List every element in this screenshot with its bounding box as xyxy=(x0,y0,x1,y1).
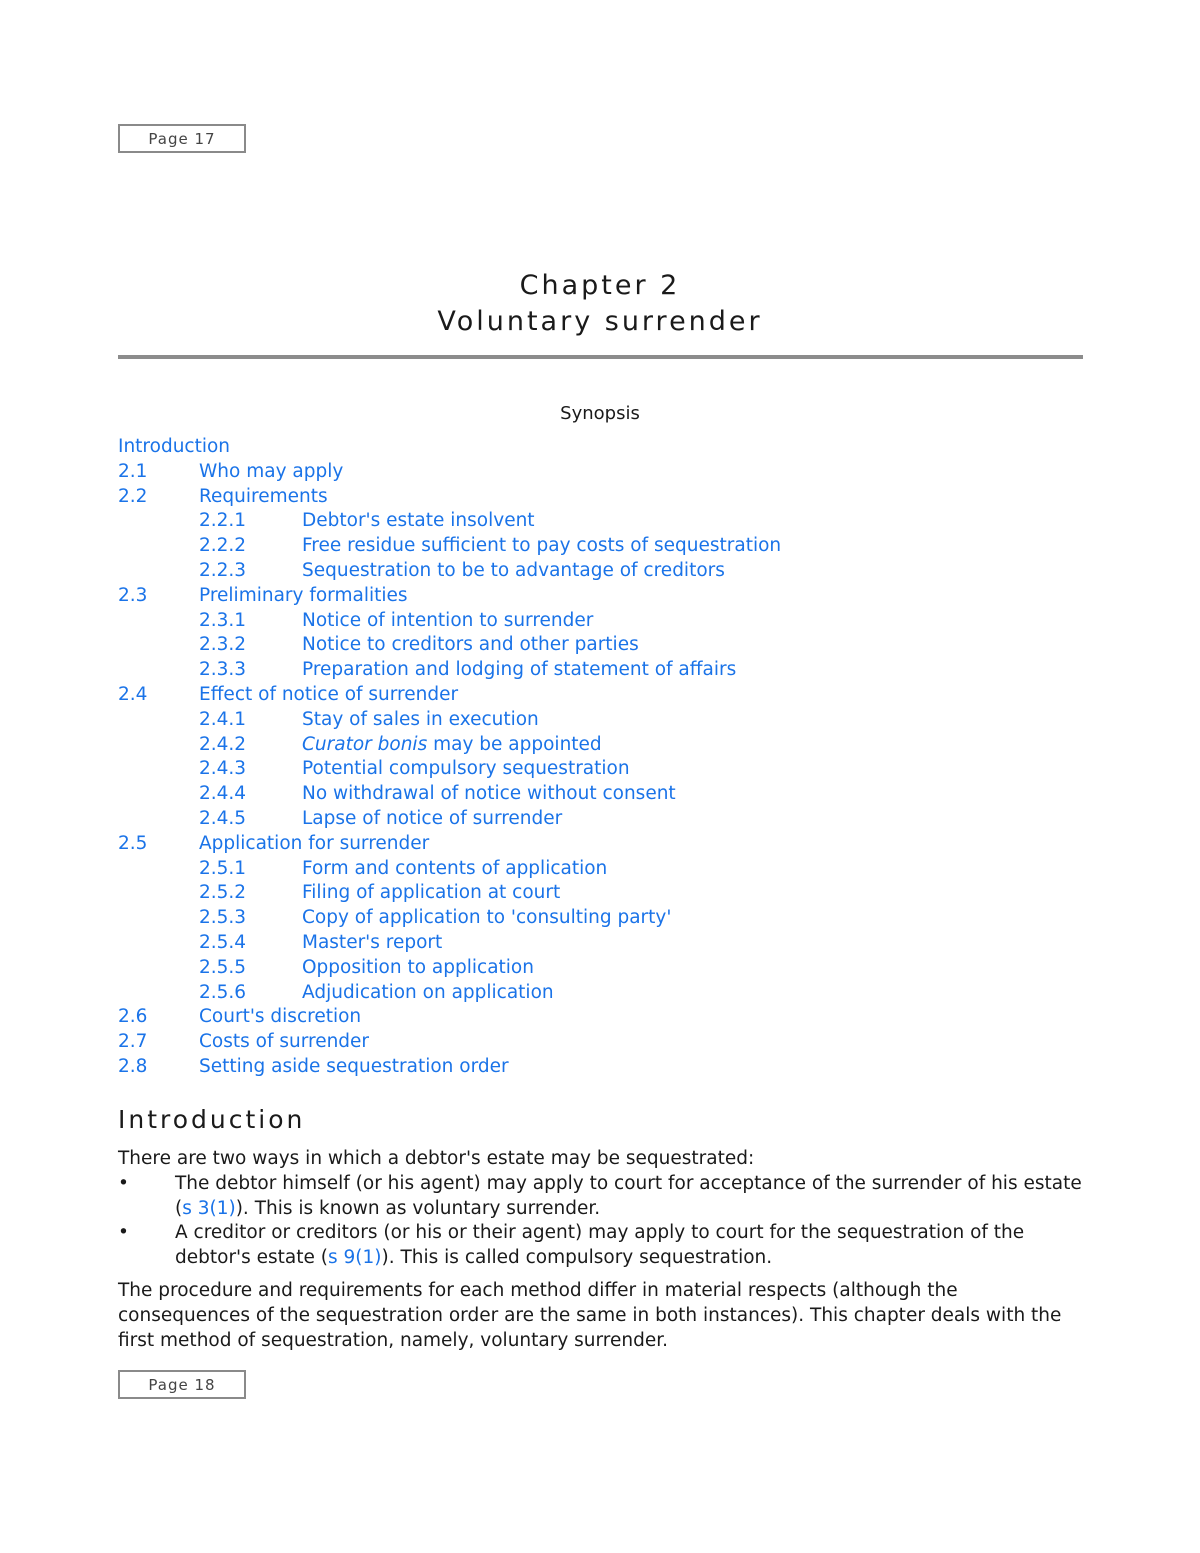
toc-item[interactable] xyxy=(118,584,1083,609)
toc-item[interactable] xyxy=(118,956,1083,981)
toc-item-number: 2.5.5 xyxy=(199,956,247,978)
chapter-title: Voluntary surrender xyxy=(437,306,763,337)
section-heading-introduction: Introduction xyxy=(118,1105,306,1134)
toc-item-link[interactable]: Costs of surrender xyxy=(199,1031,370,1053)
toc-item-link[interactable]: Requirements xyxy=(199,485,328,507)
toc-item-link[interactable]: Form and contents of application xyxy=(302,857,608,879)
toc-item[interactable] xyxy=(118,1055,1083,1080)
toc-item[interactable] xyxy=(118,807,1083,832)
toc-item-link[interactable]: Master's report xyxy=(302,931,443,953)
toc-item-link[interactable]: Who may apply xyxy=(199,460,344,482)
toc-item-link[interactable]: Preparation and lodging of statement of affairs xyxy=(302,659,737,681)
toc-item-number: 2.4.2 xyxy=(199,733,247,755)
toc-item-link[interactable]: Filing of application at court xyxy=(302,882,561,904)
toc-item-number: 2.4.1 xyxy=(199,708,247,730)
toc-item-number: 2.4 xyxy=(118,683,148,705)
toc-item-link[interactable]: Adjudication on application xyxy=(302,981,554,1003)
bullet-text-before: A creditor or creditors (or his or their agent) may apply to court for the sequestration of the debtor's estate ( xyxy=(175,1222,1025,1268)
toc-item[interactable] xyxy=(118,460,1083,485)
toc-item[interactable] xyxy=(118,931,1083,956)
toc-item[interactable] xyxy=(118,485,1083,510)
toc-item-number: 2.3.1 xyxy=(199,609,247,631)
toc-item-link[interactable]: Preliminary formalities xyxy=(199,584,408,606)
synopsis-title: Synopsis xyxy=(560,403,640,424)
toc-item-link[interactable]: Introduction xyxy=(118,436,231,457)
toc-item[interactable] xyxy=(118,832,1083,857)
toc-item-number: 2.3 xyxy=(118,584,148,606)
toc-item-number: 2.2.1 xyxy=(199,510,247,532)
toc-item-number: 2.1 xyxy=(118,460,148,482)
toc-item-number: 2.5.1 xyxy=(199,857,247,879)
toc-item-link[interactable]: Court's discretion xyxy=(199,1006,362,1028)
bullet-text-after: ). This is known as voluntary surrender. xyxy=(235,1197,601,1219)
toc-item[interactable] xyxy=(118,435,1083,460)
toc-item-link[interactable]: Notice of intention to surrender xyxy=(302,609,594,631)
toc-item-link[interactable]: Application for surrender xyxy=(199,832,430,854)
toc-item[interactable] xyxy=(118,757,1083,782)
bullet-text-after: ). This is called compulsory sequestration. xyxy=(381,1246,773,1268)
toc-item[interactable] xyxy=(118,534,1083,559)
bullet-dot: • xyxy=(118,1222,129,1243)
toc-item[interactable] xyxy=(118,1030,1083,1055)
toc-item-link[interactable]: Effect of notice of surrender xyxy=(199,683,459,705)
toc-item[interactable] xyxy=(118,658,1083,683)
toc-item-link[interactable]: Notice to creditors and other parties xyxy=(302,634,639,656)
toc-item[interactable] xyxy=(118,981,1083,1006)
toc-item-text: may be appointed xyxy=(427,733,602,755)
toc-item-link[interactable]: Opposition to application xyxy=(302,956,534,978)
toc-item[interactable] xyxy=(118,609,1083,634)
toc-item-number: 2.3.3 xyxy=(199,659,247,681)
toc-item-number: 2.5 xyxy=(118,832,148,854)
toc-item-number: 2.7 xyxy=(118,1031,148,1053)
toc-item-number: 2.5.6 xyxy=(199,981,247,1003)
toc-item-number: 2.3.2 xyxy=(199,634,247,656)
toc-item-italic-text: Curator bonis xyxy=(302,733,428,755)
toc-item[interactable] xyxy=(118,708,1083,733)
toc-item[interactable] xyxy=(118,733,1083,758)
toc-item[interactable] xyxy=(118,683,1083,708)
toc-item-number: 2.2.2 xyxy=(199,535,247,557)
toc-item-link[interactable]: Lapse of notice of surrender xyxy=(302,807,563,829)
toc-item-link[interactable]: Sequestration to be to advantage of creditors xyxy=(302,559,725,581)
bullet-text xyxy=(175,1172,1083,1222)
toc-item-number: 2.8 xyxy=(118,1055,148,1077)
toc-item-link[interactable]: No withdrawal of notice without consent xyxy=(302,783,676,805)
toc-item-number: 2.4.3 xyxy=(199,758,247,780)
bullet-dot: • xyxy=(118,1173,129,1194)
statute-link[interactable]: s 3(1) xyxy=(182,1197,236,1219)
toc-item-link[interactable]: Copy of application to 'consulting party' xyxy=(302,907,672,929)
toc-item-number: 2.2.3 xyxy=(199,559,247,581)
toc-item[interactable] xyxy=(118,782,1083,807)
toc-item-number: 2.4.4 xyxy=(199,783,247,805)
toc-item-link[interactable] xyxy=(302,733,602,758)
statute-link[interactable]: s 9(1) xyxy=(328,1246,382,1268)
bullet-text-before: The debtor himself (or his agent) may apply to court for acceptance of the surrender of his estate ( xyxy=(175,1173,1082,1219)
heading-divider xyxy=(118,355,1083,359)
toc-item[interactable] xyxy=(118,881,1083,906)
synopsis-toc xyxy=(118,435,1083,1080)
toc-item-link[interactable]: Potential compulsory sequestration xyxy=(302,758,630,780)
toc-item-number: 2.5.2 xyxy=(199,882,247,904)
toc-item[interactable] xyxy=(118,857,1083,882)
toc-item-number: 2.5.3 xyxy=(199,907,247,929)
toc-item-link[interactable]: Stay of sales in execution xyxy=(302,708,539,730)
page-marker-bottom: Page 18 xyxy=(118,1370,246,1399)
chapter-number: Chapter 2 xyxy=(519,270,681,301)
toc-item[interactable] xyxy=(118,559,1083,584)
toc-item-link[interactable]: Debtor's estate insolvent xyxy=(302,510,535,532)
toc-item-number: 2.5.4 xyxy=(199,931,247,953)
toc-item-link[interactable]: Setting aside sequestration order xyxy=(199,1055,509,1077)
page-marker-top: Page 17 xyxy=(118,124,246,153)
toc-item-number: 2.4.5 xyxy=(199,807,247,829)
toc-item[interactable] xyxy=(118,906,1083,931)
toc-item[interactable] xyxy=(118,1005,1083,1030)
intro-lead-paragraph: There are two ways in which a debtor's estate may be sequestrated: xyxy=(118,1148,755,1169)
toc-item-link[interactable]: Free residue sufficient to pay costs of sequestration xyxy=(302,535,782,557)
closing-paragraph: The procedure and requirements for each method differ in material respects (although the consequences of the sequestration order are the same in both instances). This chapter deals with the first method of sequestration, namely, voluntary surrender. xyxy=(118,1280,1062,1351)
bullet-text xyxy=(175,1221,1083,1271)
toc-item-number: 2.6 xyxy=(118,1006,148,1028)
toc-item[interactable] xyxy=(118,633,1083,658)
toc-item[interactable] xyxy=(118,509,1083,534)
toc-item-number: 2.2 xyxy=(118,485,148,507)
